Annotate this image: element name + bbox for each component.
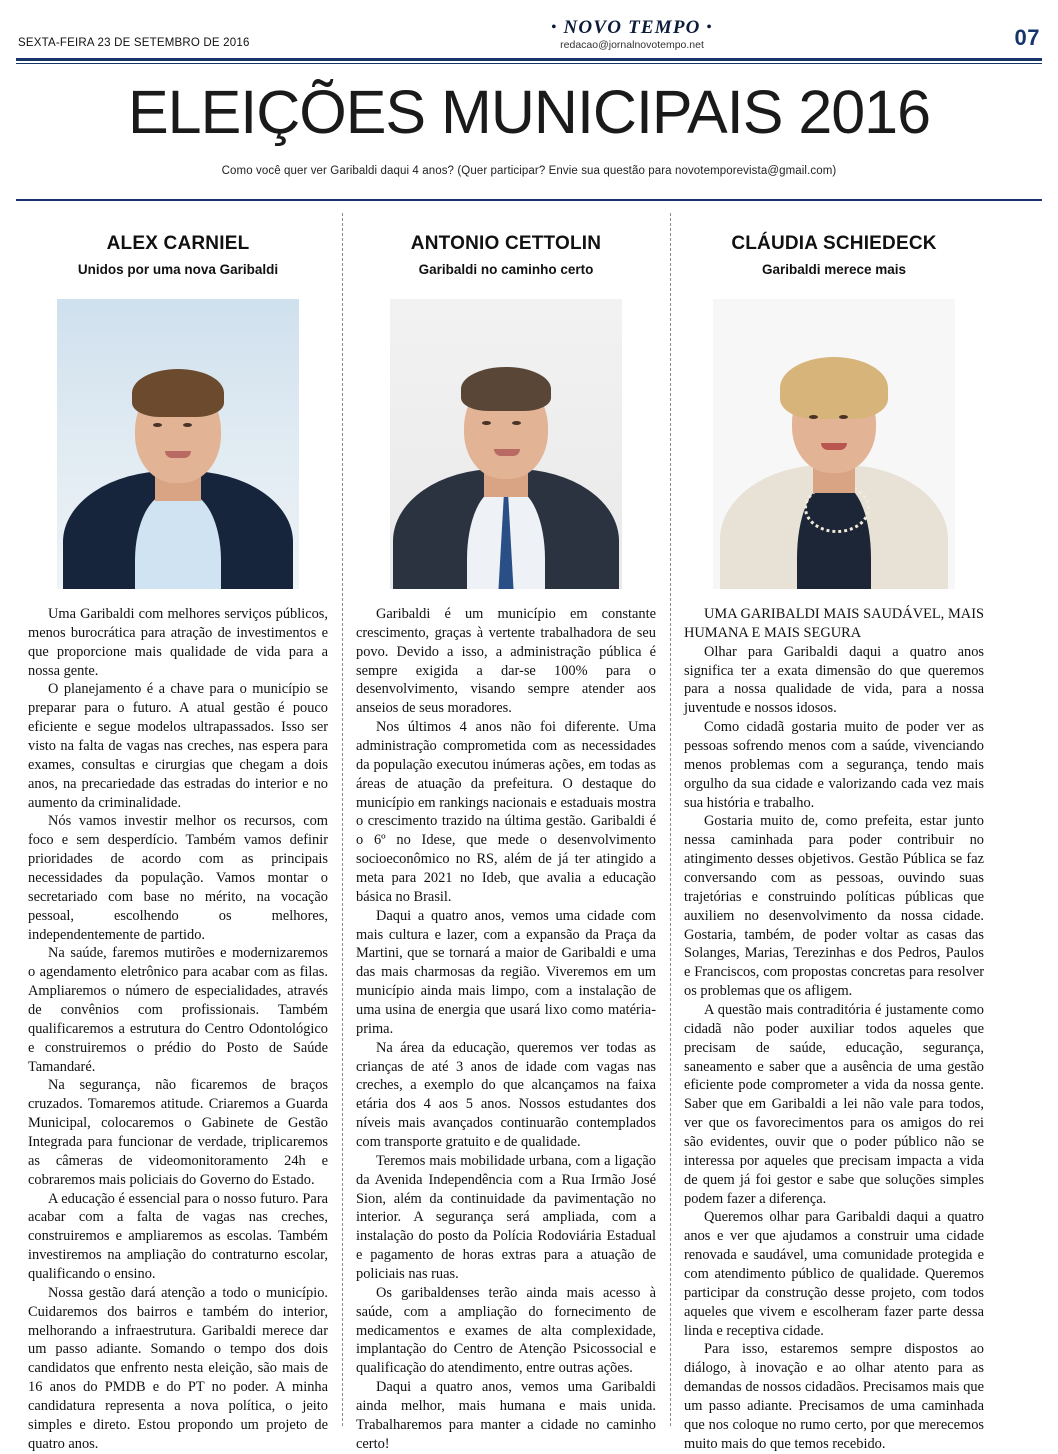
paragraph: Daqui a quatro anos, vemos uma Garibaldi ainda melhor, mais humana e mais unida. Trabalharemos para manter a cidade no caminho certo! [356, 1379, 656, 1452]
paragraph: Olhar para Garibaldi daqui a quatro anos significa ter a exata dimensão do que queremos para a nossa qualidade de vida, para a nossa juventude e nossos idosos. [684, 643, 984, 717]
decorative-dot-left: • [551, 20, 558, 36]
candidate-name: ALEX CARNIEL [106, 232, 250, 254]
portrait-mouth [494, 449, 520, 456]
paragraph: Nos últimos 4 anos não foi diferente. Uma administração comprometida com as necessidades da população executou inúmeras ações, em todas as áreas de atuação da prefeitura. O destaque do município em rankings nacionais e estaduais mostra o crescimento trazido na última gestão. Garibaldi é o 6º no Idese, que mede o desenvolvimento socioeconômico no RS, além de já ter atingido a meta para 2021 no Ideb, que avalia a educação básica no Brasil. [356, 719, 656, 905]
contact-email: redacao@jornalnovotempo.net [560, 38, 704, 51]
candidate-name: CLÁUDIA SCHIEDECK [731, 232, 937, 254]
portrait-eye-left [482, 421, 491, 425]
paragraph: Gostaria muito de, como prefeita, estar junto nessa caminhada para poder contribuir no atingimento desses objetivos. Gestão Pública se faz conversando com as pessoas, ouvindo suas trajetórias e construindo políticas públicas que auxiliem no desenvolvimento da nossa cidade. Gostaria, também, de poder voltar as casas das Solanges, Marias, Terezinhas e dos Pedros, Paulos e Franciscos, com propostas concretas para resolver os problemas que os afligem. [684, 813, 984, 1000]
paragraph: Garibaldi é um município em constante crescimento, graças à vertente trabalhadora de seu povo. Devido a isso, a administração pública é sempre exigida a dar-se 100% para o desenvolvimento, visando sempre atender aos anseios de seus moradores. [356, 605, 656, 717]
portrait-eye-right [512, 421, 521, 425]
paragraph: Nossa gestão dará atenção a todo o município. Cuidaremos dos bairros e também do interior, melhorando a infraestrutura. Garibaldi merece dar um passo adiante. Somando o tempo dos dois candidatos que enfrento nesta eleição, são mais de 16 anos do PMDB e do PT no poder. A minha candidatura representa a nova política, o jeito simples e direto. Estou propondo um projeto de quatro anos. [28, 1284, 328, 1452]
paragraph: Queremos olhar para Garibaldi daqui a quatro anos e ver que ajudamos a construir uma cidade renovada e saudável, uma comunidade protegida e com atendimento público de qualidade. Queremos participar da construção desse projeto, com todos aqueles que vivem e escolheram fazer parte dessa linda e receptiva cidade. [684, 1209, 984, 1339]
headline-block [14, 64, 1044, 183]
candidate-portrait [390, 299, 622, 589]
masthead-rule-thick [16, 58, 1042, 61]
portrait-hair [461, 367, 551, 411]
candidate-portrait [57, 299, 299, 589]
paragraph: Uma Garibaldi com melhores serviços públicos, menos burocrática para atração de investimentos e que proporcione mais qualidade de vida para a nossa gente. [28, 605, 328, 679]
article-columns [14, 211, 1044, 1452]
portrait-mouth [821, 443, 847, 450]
paragraph: Nós vamos investir melhor os recursos, com foco e sem desperdício. Também vamos definir prioridades de acordo com as principais necessidades da população. Vamos montar o secretariado com base no mérito, na vocação pessoal, escolhendo os melhores, independentemente de partido. [28, 813, 328, 943]
page-number: 07 [1014, 24, 1040, 50]
paragraph: Teremos mais mobilidade urbana, com a ligação da Avenida Independência com a Rua Irmão José Sion, além da continuidade da pavimentação no interior. A segurança será ampliada, com a instalação do posto da Polícia Rodoviária Estadual e pagamento de horas extras para a atuação de policiais nas ruas. [356, 1152, 656, 1283]
paragraph: Na segurança, não ficaremos de braços cruzados. Tomaremos atitude. Criaremos a Guarda Municipal, colocaremos o Gabinete de Gestão Integrada para funcionar de verdade, triplicaremos as câmeras de videomonitoramento 24h e cobraremos mais policiais do Governo do Estado. [28, 1077, 328, 1188]
portrait-hair [780, 357, 888, 419]
paragraph: Daqui a quatro anos, vemos uma cidade com mais cultura e lazer, com a expansão da Praça da Martini, que se tornará a maior de Garibaldi e uma das mais charmosas da região. Viveremos em um município ainda mais limpo, com a instalação de uma usina de energia que usará lixo como matéria-prima. [356, 907, 656, 1037]
candidate-article [356, 605, 656, 1454]
portrait-mouth [165, 451, 191, 458]
paragraph: O planejamento é a chave para o município se preparar para o futuro. A atual gestão é pouco eficiente e segue modelos ultrapassados. Isso ser visto na falta de vagas nas creches, nas espera para exames, consultas e cirurgias que chegam a dois anos, na precariedade das estradas do interior e no aumento da criminalidade. [28, 681, 328, 811]
paper-title [260, 18, 1005, 38]
portrait-eye-right [183, 423, 192, 427]
portrait-eye-right [839, 415, 848, 419]
candidate-column-3 [670, 211, 998, 1452]
decorative-dot-right: • [706, 20, 713, 36]
paragraph: Na área da educação, queremos ver todas as crianças de até 3 anos de idade com vagas nas creches, a exemplo do que alcançamos na faixa etária dos 4 aos 5 anos. Nossos estudantes dos níveis mais avançados continuarão contemplados com transporte gratuito e de qualidade. [356, 1039, 656, 1150]
paragraph: A educação é essencial para o nosso futuro. Para acabar com a falta de vagas nas creches, construiremos e ampliaremos as escolas. Também investiremos na ampliação do contraturno escolar, qualificando o ensino. [28, 1190, 328, 1283]
masthead [14, 18, 1044, 55]
candidate-name: ANTONIO CETTOLIN [410, 232, 602, 254]
candidate-article [28, 605, 328, 1454]
portrait-shirt [135, 493, 221, 589]
paragraph: Como cidadã gostaria muito de poder ver as pessoas sofrendo menos com a saúde, vivenciando menos problemas com a segurança, tendo mais orgulho da sua cidade e valorizando cada vez mais sua história e trabalho. [684, 719, 984, 811]
candidate-slogan: Garibaldi no caminho certo [418, 261, 594, 277]
paragraph: Os garibaldenses terão ainda mais acesso à saúde, com a ampliação do fornecimento de medicamentos e exames de alta complexidade, implantação do Centro de Atenção Psicossocial e qualificação do atendimento, entre outras ações. [356, 1284, 656, 1377]
portrait-eye-left [809, 415, 818, 419]
candidate-slogan: Unidos por uma nova Garibaldi [77, 261, 279, 277]
candidate-article [684, 605, 984, 1454]
portrait-eye-left [153, 423, 162, 427]
candidate-slogan: Garibaldi merece mais [761, 261, 907, 277]
page-title: ELEIÇÕES MUNICIPAIS 2016 [127, 77, 931, 146]
paragraph: Para isso, estaremos sempre dispostos ao diálogo, à inovação e ao olhar atento para as demandas de nossos cidadãos. Precisamos mais que um passo adiante. Precisamos de uma caminhada que nos coloque no rumo certo, por que merecemos muito mais do que temos recebido. [684, 1341, 984, 1452]
candidate-column-2 [342, 211, 670, 1452]
paragraph: A questão mais contraditória é justamente como cidadã não poder auxiliar todos aqueles que precisam de saúde, educação, segurança, saneamento e saber que a ausência de uma gestão eficiente pode comprometer a vida da nossa gente. Saber que em Garibaldi a lei não vale para todos, ver que os favorecimentos para os amigos do rei são evidentes, ouvir que o poder público não se interessa por aqueles que precisam impacta a vida de quem já foi gestor e sabe que soluções simples podem fazer a diferença. [684, 1001, 984, 1207]
paragraph: Na saúde, faremos mutirões e modernizaremos o agendamento eletrônico para acabar com as filas. Ampliaremos o número de especialidades, através de convênios com profissionais. Também qualificaremos a estrutura do Centro Odontológico e construiremos o prédio do Posto de Saúde Tamandaré. [28, 945, 328, 1075]
masthead-center [260, 18, 1005, 51]
issue-date: SEXTA-FEIRA 23 DE SETEMBRO DE 2016 [18, 36, 250, 49]
page-subtitle: Como você quer ver Garibaldi daqui 4 anos? (Quer participar? Envie sua questão para novotemporevista@gmail.com) [221, 164, 837, 177]
portrait-hair [132, 369, 224, 417]
candidate-portrait [713, 299, 955, 589]
paper-title-text: NOVO TEMPO [563, 17, 701, 38]
headline-rule [16, 199, 1042, 201]
candidate-column-1 [14, 211, 342, 1452]
article-lead-caps: UMA GARIBALDI MAIS SAUDÁVEL, MAIS HUMANA E MAIS SEGURA [684, 605, 984, 641]
